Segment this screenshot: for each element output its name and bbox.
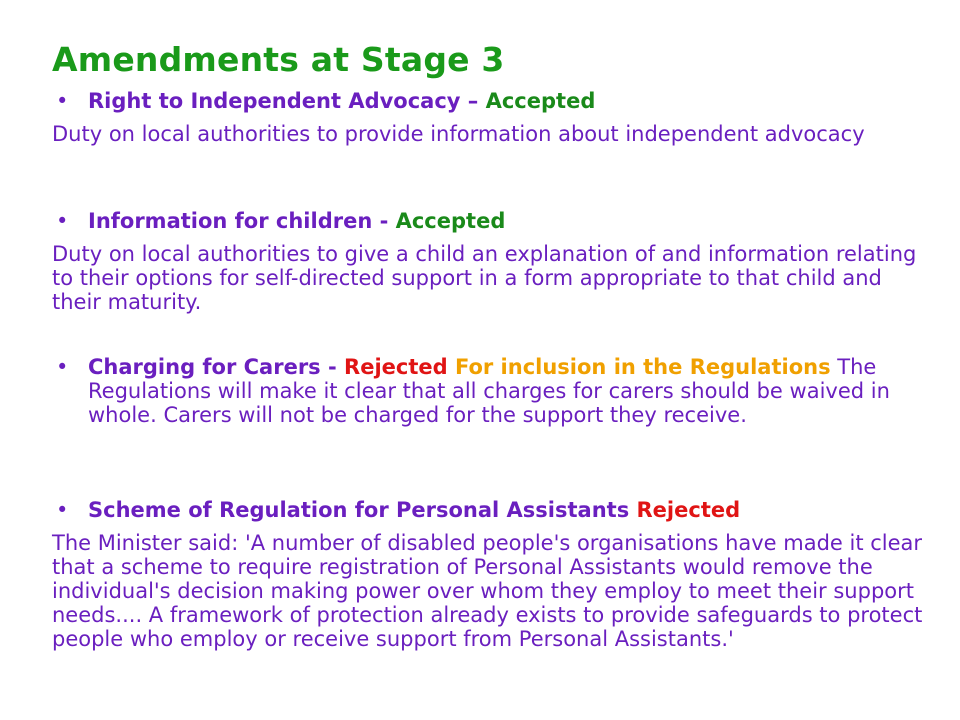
bullet-icon: • [56, 89, 69, 113]
bullet-icon: • [56, 498, 69, 522]
item-children-body: Duty on local authorities to give a child an explanation of and information relating to their options for self-directed support in a form appropriate to that child and their maturity. [52, 242, 917, 314]
item-carers [52, 355, 932, 427]
heading-text: Charging for Carers - [88, 355, 345, 379]
status-accepted: Accepted [395, 209, 506, 233]
heading-text: Right to Independent Advocacy – [88, 89, 486, 113]
item-advocacy-heading [52, 88, 932, 114]
item-pa-heading [52, 497, 932, 523]
heading-text: Scheme of Regulation for Personal Assistants [88, 498, 637, 522]
item-children [52, 208, 932, 314]
bullet-icon: • [56, 209, 69, 233]
item-advocacy-body: Duty on local authorities to provide information about independent advocacy [52, 122, 865, 146]
item-advocacy [52, 88, 932, 146]
regulations-note: For inclusion in the Regulations [447, 355, 831, 379]
item-personal-assistants [52, 497, 932, 651]
status-accepted: Accepted [485, 89, 596, 113]
item-children-heading [52, 208, 932, 234]
status-rejected: Rejected [344, 355, 448, 379]
item-carers-paragraph [52, 355, 932, 427]
bullet-icon: • [56, 355, 69, 379]
heading-text: Information for children - [88, 209, 396, 233]
item-carers-body: The Regulations will make it clear that all charges for carers should be waived in whole. Carers will not be charged for the support they receive. [88, 355, 890, 427]
status-rejected: Rejected [636, 498, 741, 522]
item-pa-body: The Minister said: 'A number of disabled people's organisations have made it clear that a scheme to require registration of Personal Assistants would remove the individual's decision making power over whom they employ to meet their support needs.... A framework of protection already exists to provide safeguards to protect people who employ or receive support from Personal Assistants.' [52, 531, 923, 651]
slide-title: Amendments at Stage 3 [52, 40, 505, 79]
